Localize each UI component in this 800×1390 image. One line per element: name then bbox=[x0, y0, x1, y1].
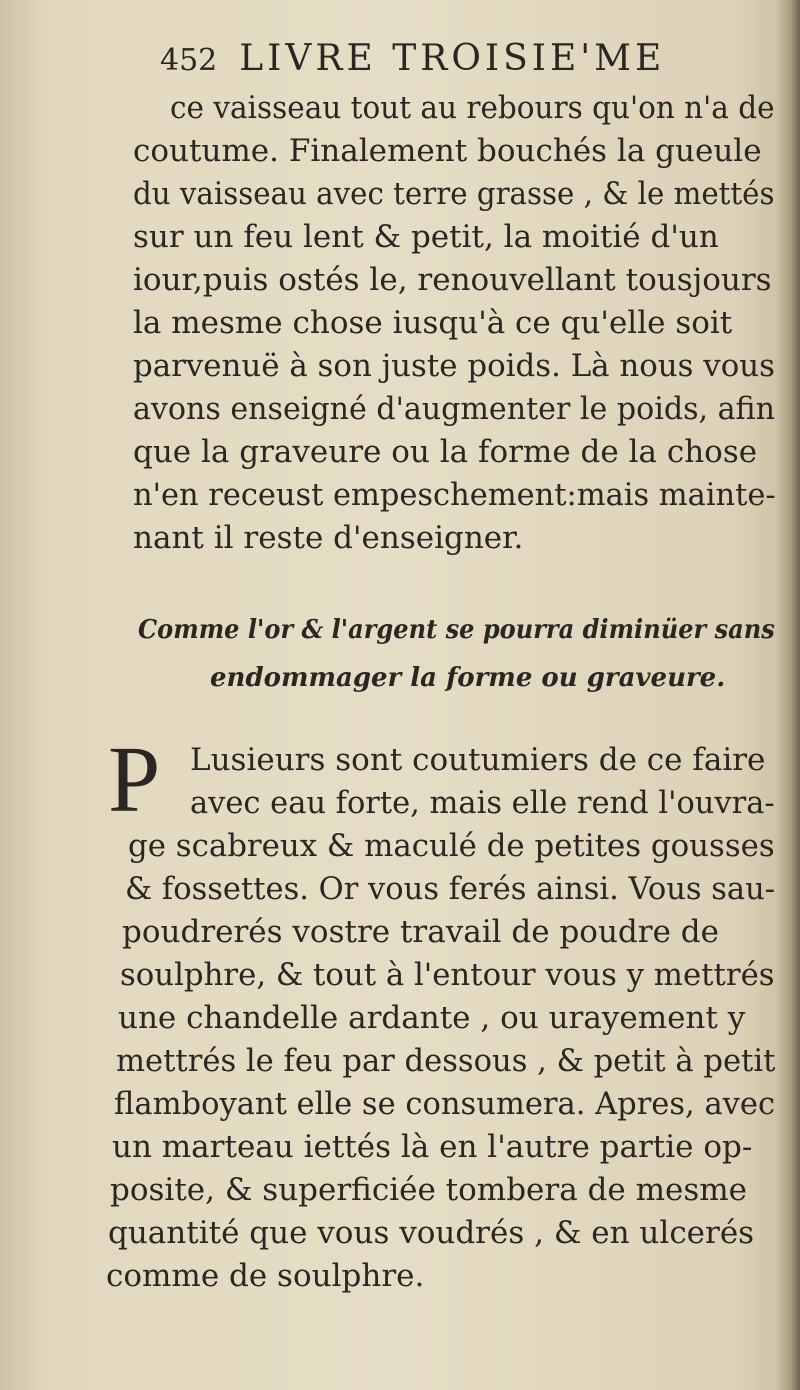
text-line: ce vaisseau tout au rebours qu'on n'a de bbox=[170, 90, 775, 126]
text-line: poudrerés vostre travail de poudre de bbox=[122, 914, 719, 950]
text-line: nant il reste d'enseigner. bbox=[133, 520, 524, 556]
text-line: sur un feu lent & petit, la moitié d'un bbox=[133, 219, 719, 255]
text-line: soulphre, & tout à l'entour vous y mettrés bbox=[120, 957, 775, 993]
text-line: avons enseigné d'augmenter le poids, afin bbox=[133, 391, 775, 427]
section-heading-line: endommager la forme ou graveure. bbox=[210, 663, 726, 693]
section-heading-line: Comme l'or & l'argent se pourra diminüer sans bbox=[138, 615, 775, 645]
text-line: que la graveure ou la forme de la chose bbox=[133, 434, 758, 470]
text-line: n'en receust empeschement:mais mainte- bbox=[133, 477, 776, 513]
text-line: flamboyant elle se consumera. Apres, avec bbox=[114, 1086, 776, 1122]
text-line: du vaisseau avec terre grasse , & le mettés bbox=[133, 176, 775, 212]
text-line: un marteau iettés là en l'autre partie op- bbox=[112, 1129, 753, 1165]
text-line: la mesme chose iusqu'à ce qu'elle soit bbox=[133, 305, 733, 341]
text-line: comme de soulphre. bbox=[106, 1258, 425, 1294]
text-line: & fossettes. Or vous ferés ainsi. Vous sau- bbox=[125, 871, 776, 907]
page-gutter-shadow bbox=[776, 0, 800, 1390]
text-line: une chandelle ardante , ou urayement y bbox=[118, 1000, 746, 1036]
text-line: ge scabreux & maculé de petites gousses bbox=[128, 828, 775, 864]
text-line: quantité que vous voudrés , & en ulcerés bbox=[108, 1215, 755, 1251]
text-line: Lusieurs sont coutumiers de ce faire bbox=[190, 742, 766, 778]
drop-cap: P bbox=[108, 728, 161, 832]
text-line: mettrés le feu par dessous , & petit à petit bbox=[116, 1043, 776, 1079]
text-line: coutume. Finalement bouchés la gueule bbox=[133, 133, 762, 169]
text-line: avec eau forte, mais elle rend l'ouvra- bbox=[190, 785, 775, 821]
text-line: posite, & superficiée tombera de mesme bbox=[110, 1172, 747, 1208]
page-number: 452 bbox=[160, 43, 218, 78]
book-section-title: LIVRE TROISIE'ME bbox=[239, 38, 666, 79]
running-head bbox=[160, 38, 760, 79]
text-line: iour,puis ostés le, renouvellant tousjours bbox=[133, 262, 772, 298]
text-line: parvenuë à son juste poids. Là nous vous bbox=[133, 348, 775, 384]
